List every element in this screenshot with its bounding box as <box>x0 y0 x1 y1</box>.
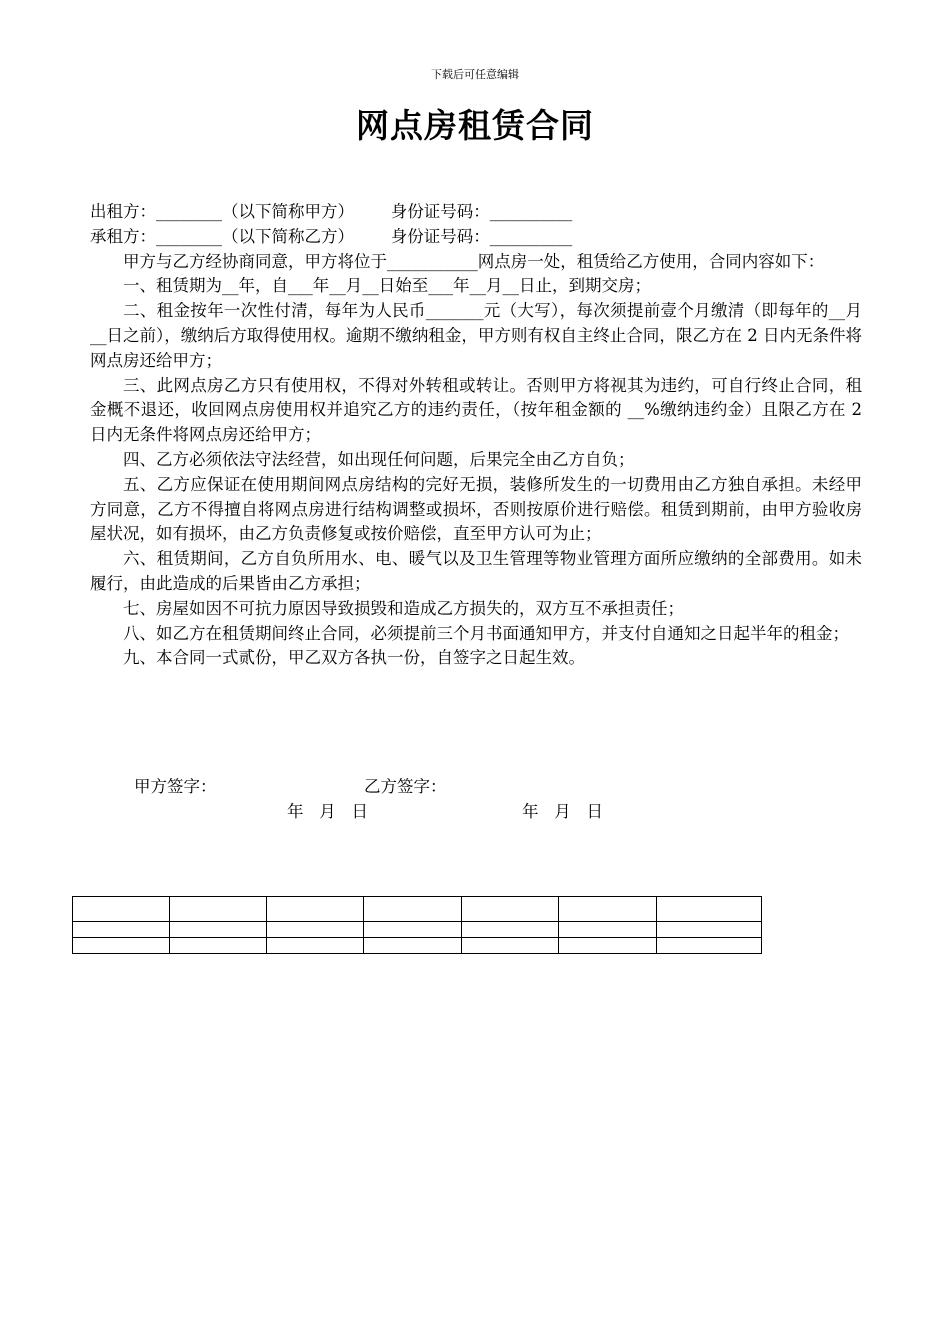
clause-6: 六、租赁期间，乙方自负所用水、电、暖气以及卫生管理等物业管理方面所应缴纳的全部费用。如未履行，由此造成的后果皆由乙方承担； <box>90 549 862 593</box>
table-cell <box>73 938 170 954</box>
contract-body <box>90 200 862 671</box>
table-cell <box>170 938 267 954</box>
table-cell <box>73 922 170 938</box>
table-cell <box>461 922 558 938</box>
lessor-line: 出租方：________（以下简称甲方） 身份证号码：__________ <box>90 202 573 221</box>
clause-5: 五、乙方应保证在使用期间网点房结构的完好无损，装修所发生的一切费用由乙方独自承担。未经甲方同意，乙方不得擅自将网点房进行结构调整或损坏，否则按原价进行赔偿。租赁到期前，由甲方验收房屋状况，如有损坏，由乙方负责修复或按价赔偿，直至甲方认可为止； <box>90 474 862 544</box>
table-cell <box>267 938 364 954</box>
table-cell <box>267 897 364 922</box>
clause-3: 三、此网点房乙方只有使用权，不得对外转租或转让。否则甲方将视其为违约，可自行终止合同，租金概不退还，收回网点房使用权并追究乙方的违约责任，（按年租金额的 __%缴纳违约金）且限乙方在 2 日内无条件将网点房还给甲方； <box>90 375 862 445</box>
party-b-date: 年 月 日 <box>522 802 603 821</box>
intro-paragraph: 甲方与乙方经协商同意，甲方将位于___________网点房一处，租赁给乙方使用，合同内容如下： <box>123 251 825 271</box>
table-cell <box>170 922 267 938</box>
table-cell <box>558 922 656 938</box>
clause-2: 二、租金按年一次性付清，每年为人民币_______元（大写），每次须提前壹个月缴清（即每年的__月__日之前），缴纳后方取得使用权。逾期不缴纳租金，甲方则有权自主终止合同，限乙方在 2 日内无条件将网点房还给甲方； <box>90 301 862 370</box>
table-cell <box>73 897 170 922</box>
clause-7: 七、房屋如因不可抗力原因导致损毁和造成乙方损失的，双方互不承担责任； <box>123 598 684 618</box>
table-cell <box>461 897 558 922</box>
table-cell <box>364 897 461 922</box>
clause-4: 四、乙方必须依法守法经营，如出现任何问题，后果完全由乙方自负； <box>123 449 635 469</box>
table-cell <box>267 922 364 938</box>
table-cell <box>364 938 461 954</box>
table-cell <box>558 938 656 954</box>
blank-footer-table <box>72 896 762 954</box>
table-cell <box>656 922 761 938</box>
table-cell <box>461 938 558 954</box>
table-cell <box>656 938 761 954</box>
table-cell <box>170 897 267 922</box>
table-row <box>73 922 762 938</box>
clause-9: 九、本合同一式贰份，甲乙双方各执一份，自签字之日起生效。 <box>123 648 585 668</box>
table-row <box>73 897 762 922</box>
lessee-line: 承租方：________（以下简称乙方） 身份证号码：__________ <box>90 226 573 246</box>
table-row <box>73 938 762 954</box>
header-note: 下载后可任意编辑 <box>431 68 519 81</box>
party-b-signature-label: 乙方签字： <box>364 777 447 796</box>
party-a-date: 年 月 日 <box>287 802 368 821</box>
clause-8: 八、如乙方在租赁期间终止合同，必须提前三个月书面通知甲方，并支付自通知之日起半年的租金； <box>123 623 849 643</box>
table-cell <box>364 922 461 938</box>
document-title: 网点房租赁合同 <box>356 106 594 145</box>
table-cell <box>558 897 656 922</box>
party-a-signature-label: 甲方签字： <box>134 777 217 796</box>
clause-1: 一、租赁期为__年，自___年__月__日始至___年__月__日止，到期交房； <box>123 276 651 296</box>
table-cell <box>656 897 761 922</box>
